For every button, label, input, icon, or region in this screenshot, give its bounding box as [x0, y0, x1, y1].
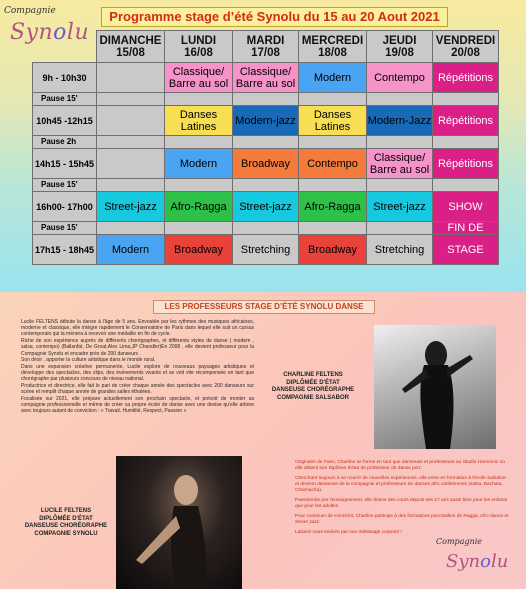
class-cell	[97, 106, 165, 136]
class-cell: Street-jazz	[233, 192, 299, 222]
class-cell: Stretching	[367, 235, 433, 265]
day-header: MARDI 17/08	[233, 31, 299, 63]
logo-small-text: Compagnie	[4, 6, 56, 16]
pause-label: Pause 15'	[33, 222, 97, 235]
bio-paragraph: Pour continuer de s'enrichir, Charline participe à des formations ponctuelles de Ragga, Afro dance et Street Jazz.	[295, 514, 509, 525]
header-row	[33, 31, 499, 63]
synolu-logo-bottom	[436, 537, 509, 582]
professors-title: LES PROFESSEURS STAGE D’ÉTÉ SYNOLU DANSE	[153, 300, 375, 314]
bio-paragraph: Originaire de Paris, Charline se forme en tant que danseuse et professeure au Studio Harmonic où elle obtient son Diplôme d'état de professeur de danse jazz.	[295, 460, 505, 471]
logo-small-text: Compagnie	[436, 537, 482, 546]
pause-row	[33, 222, 499, 235]
bio-paragraph: Focalisée sur 2021, elle prépare actuellement son prochain spectacle, et prévoit de monter sa compagnie professionnelle et même de créer sa propre école de danse avec une devise qu'elle arbore avec toujours autant de conviction : « Travail, Humilité, Respect, Passion »	[21, 395, 254, 415]
class-cell: Broadway	[299, 235, 367, 265]
class-cell: Contempo	[367, 63, 433, 93]
charline-photo	[374, 325, 496, 449]
lucile-caption: LUCILE FELTENS DIPLÔMÉE D'ÉTAT DANSEUSE CHORÉGRAPHE COMPAGNIE SYNOLU	[24, 508, 108, 537]
time-slot-row	[33, 149, 499, 179]
fin-de-label: FIN DE	[433, 222, 499, 235]
bio-paragraph: Laissez vous séduire par son métissage corporel !	[295, 530, 402, 535]
class-cell: Répétitions	[433, 63, 499, 93]
pause-row	[33, 136, 499, 149]
class-cell: Classique/ Barre au sol	[233, 63, 299, 93]
class-cell: Classique/ Barre au sol	[165, 63, 233, 93]
pause-label: Pause 15'	[33, 93, 97, 106]
class-cell: Street-jazz	[367, 192, 433, 222]
class-cell: SHOW	[433, 192, 499, 222]
class-cell: Danses Latines	[299, 106, 367, 136]
time-slot-row	[33, 192, 499, 222]
charline-caption: CHARLINE FELTENS DIPLÔMÉE D'ÉTAT DANSEUSE CHORÉGRAPHE COMPAGNIE SALSABOR	[271, 372, 355, 401]
class-cell: Broadway	[233, 149, 299, 179]
class-cell: Stretching	[233, 235, 299, 265]
time-slot-row	[33, 63, 499, 93]
day-header: VENDREDI 20/08	[433, 31, 499, 63]
class-cell: Classique/ Barre au sol	[367, 149, 433, 179]
time-cell: 16h00- 17h00	[33, 192, 97, 222]
class-cell: Modern	[165, 149, 233, 179]
time-slot-row	[33, 106, 499, 136]
bio-paragraph: Lucile FELTENS débute la danse à l'âge de 5 ans. Envoutée par les rythmes des musiques africaines, moderne et classique, elle intègre rapidement le Conservatoire de Paris dans lequel elle suit un cursus contemporain qui la mènera à recevoir une médaille en fin de cycle.	[21, 319, 254, 338]
bio-paragraph: Cherchant toujours à se nourrir de nouvelles expériences, elle entre en formation à l'école Salsabor et devient danseuse de la compagnie et professeure de danses afro caribéennes (salsa, Bachata, Chachacha).	[295, 476, 507, 493]
time-cell: 17h15 - 18h45	[33, 235, 97, 265]
class-cell: Répétitions	[433, 149, 499, 179]
class-cell: Modern	[299, 63, 367, 93]
class-cell: Modern	[97, 235, 165, 265]
day-header: JEUDI 19/08	[367, 31, 433, 63]
class-cell: Danses Latines	[165, 106, 233, 136]
schedule-table	[32, 30, 499, 265]
class-cell: Contempo	[299, 149, 367, 179]
dancer-silhouette-icon	[374, 325, 496, 449]
header-corner	[33, 31, 97, 63]
pause-label: Pause 15'	[33, 179, 97, 192]
logo-big-text: Synolu	[10, 20, 90, 45]
class-cell: Afro-Ragga	[165, 192, 233, 222]
bio-paragraph: Dans une expansion créative permanente, Lucile explore de nouveaux paysages artistiques et développe des spectacles, des clips, des événements vivants et se voit vite récompensée en tant que chorégraphe par plusieurs concours de niveau national.	[21, 363, 254, 383]
dancer-silhouette-icon	[116, 456, 242, 589]
lucile-bio	[21, 319, 254, 415]
bio-paragraph: Riche de son expérience auprès de différents chorégraphes, et différents styles de danse ( modern , salsa, contempo) (Ballanfat, De Groat,Alex Lima,JP Chandler)En 2008 , elle devient professeur pour la Compagnie Synolu et encadre près de 200 danseurs .	[21, 338, 254, 357]
pause-row	[33, 93, 499, 106]
class-cell	[97, 149, 165, 179]
pause-row	[33, 179, 499, 192]
day-header: MERCREDI 18/08	[299, 31, 367, 63]
time-cell: 14h15 - 15h45	[33, 149, 97, 179]
day-header: LUNDI 16/08	[165, 31, 233, 63]
day-header: DIMANCHE 15/08	[97, 31, 165, 63]
lucile-photo	[116, 456, 242, 589]
time-slot-row	[33, 235, 499, 265]
class-cell: Afro-Ragga	[299, 192, 367, 222]
bio-paragraph: Passionnée par l'enseignement, elle donne des cours depuis ses 17 ans aussi bien pour les enfants que pour les adultes.	[295, 498, 508, 509]
logo-big-text: Synolu	[446, 551, 509, 572]
class-cell: Street-jazz	[97, 192, 165, 222]
schedule-title: Programme stage d’été Synolu du 15 au 20 Aout 2021	[101, 7, 448, 27]
charline-bio	[295, 460, 510, 540]
time-cell: 10h45 -12h15	[33, 106, 97, 136]
class-cell: STAGE	[433, 235, 499, 265]
class-cell: Broadway	[165, 235, 233, 265]
class-cell: Modern-Jazz	[367, 106, 433, 136]
class-cell: Répétitions	[433, 106, 499, 136]
time-cell: 9h - 10h30	[33, 63, 97, 93]
class-cell: Modern-jazz	[233, 106, 299, 136]
bio-paragraph: Son désir , apporter la culture artistique dans le monde rural.	[21, 357, 156, 364]
bio-paragraph: Productrice et directrice, elle fait le pari de créer chaque année des spectacles avec 200 danseurs sur scène et remplit chaque année de grandes salles éthalées.	[21, 383, 254, 396]
schedule-panel	[0, 0, 526, 292]
pause-label: Pause 2h	[33, 136, 97, 149]
class-cell	[97, 63, 165, 93]
